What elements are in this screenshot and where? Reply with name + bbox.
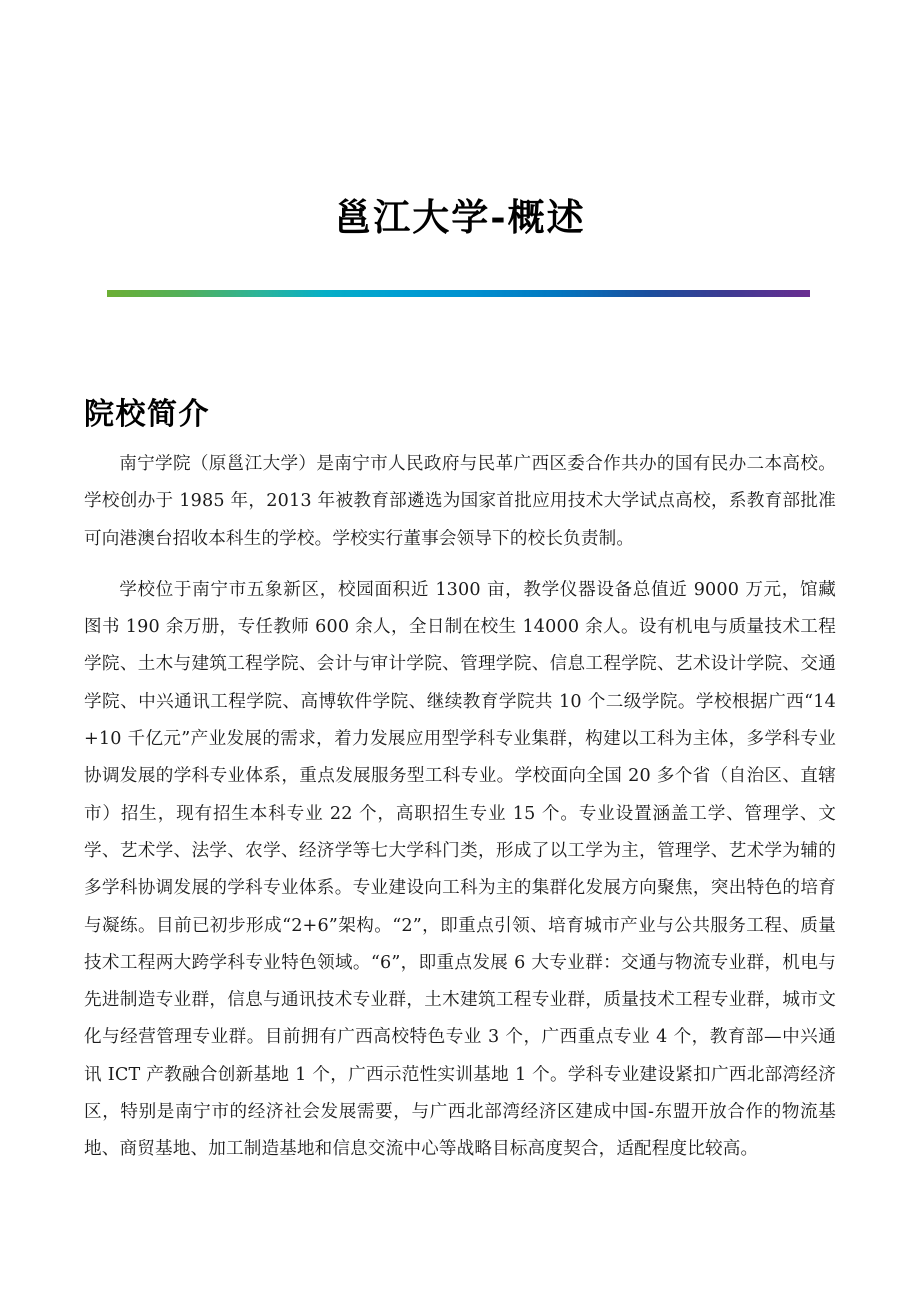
paragraph: 学校位于南宁市五象新区，校园面积近 1300 亩，教学仪器设备总值近 9000 万元，馆藏图书 190 余万册，专任教师 600 余人，全日制在校生 14000 余人。设有机电与质量技术工程学院、土木与建筑工程学院、会计与审计学院、管理学院、信息工程学院、艺术设计学院、交通学院、中兴通讯工程学院、高博软件学院、继续教育学院共 10 个二级学院。学校根据广西“14+10 千亿元”产业发展的需求，着力发展应用型学科专业集群，构建以工科为主体，多学科专业协调发展的学科专业体系，重点发展服务型工科专业。学校面向全国 20 多个省（自治区、直辖市）招生，现有招生本科专业 22 个，高职招生专业 15 个。专业设置涵盖工学、管理学、文学、艺术学、法学、农学、经济学等七大学科门类，形成了以工学为主，管理学、艺术学为辅的多学科协调发展的学科专业体系。专业建设向工科为主的集群化发展方向聚焦，突出特色的培育与凝练。目前已初步形成“2+6”架构。“2”，即重点引领、培育城市产业与公共服务工程、质量技术工程两大跨学科专业特色领域。“6”，即重点发展 6 大专业群：交通与物流专业群，机电与先进制造专业群，信息与通讯技术专业群，土木建筑工程专业群，质量技术工程专业群，城市文化与经营管理专业群。目前拥有广西高校特色专业 3 个，广西重点专业 4 个，教育部—中兴通讯 ICT 产教融合创新基地 1 个，广西示范性实训基地 1 个。学科专业建设紧扣广西北部湾经济区，特别是南宁市的经济社会发展需要，与广西北部湾经济区建成中国-东盟开放合作的物流基地、商贸基地、加工制造基地和信息交流中心等战略目标高度契合，适配程度比较高。 [84, 579, 836, 1160]
paragraph: 南宁学院（原邕江大学）是南宁市人民政府与民革广西区委合作共办的国有民办二本高校。学校创办于 1985 年，2013 年被教育部遴选为国家首批应用技术大学试点高校，系教育部批准可向港澳台招收本科生的学校。学校实行董事会领导下的校长负责制。 [84, 454, 836, 549]
gradient-divider [107, 290, 810, 297]
page-title: 邕江大学-概述 [334, 194, 586, 239]
section-heading-school-intro: 院校简介 [84, 396, 210, 432]
document-body [84, 446, 836, 1169]
gradient-divider-rule [107, 290, 810, 297]
